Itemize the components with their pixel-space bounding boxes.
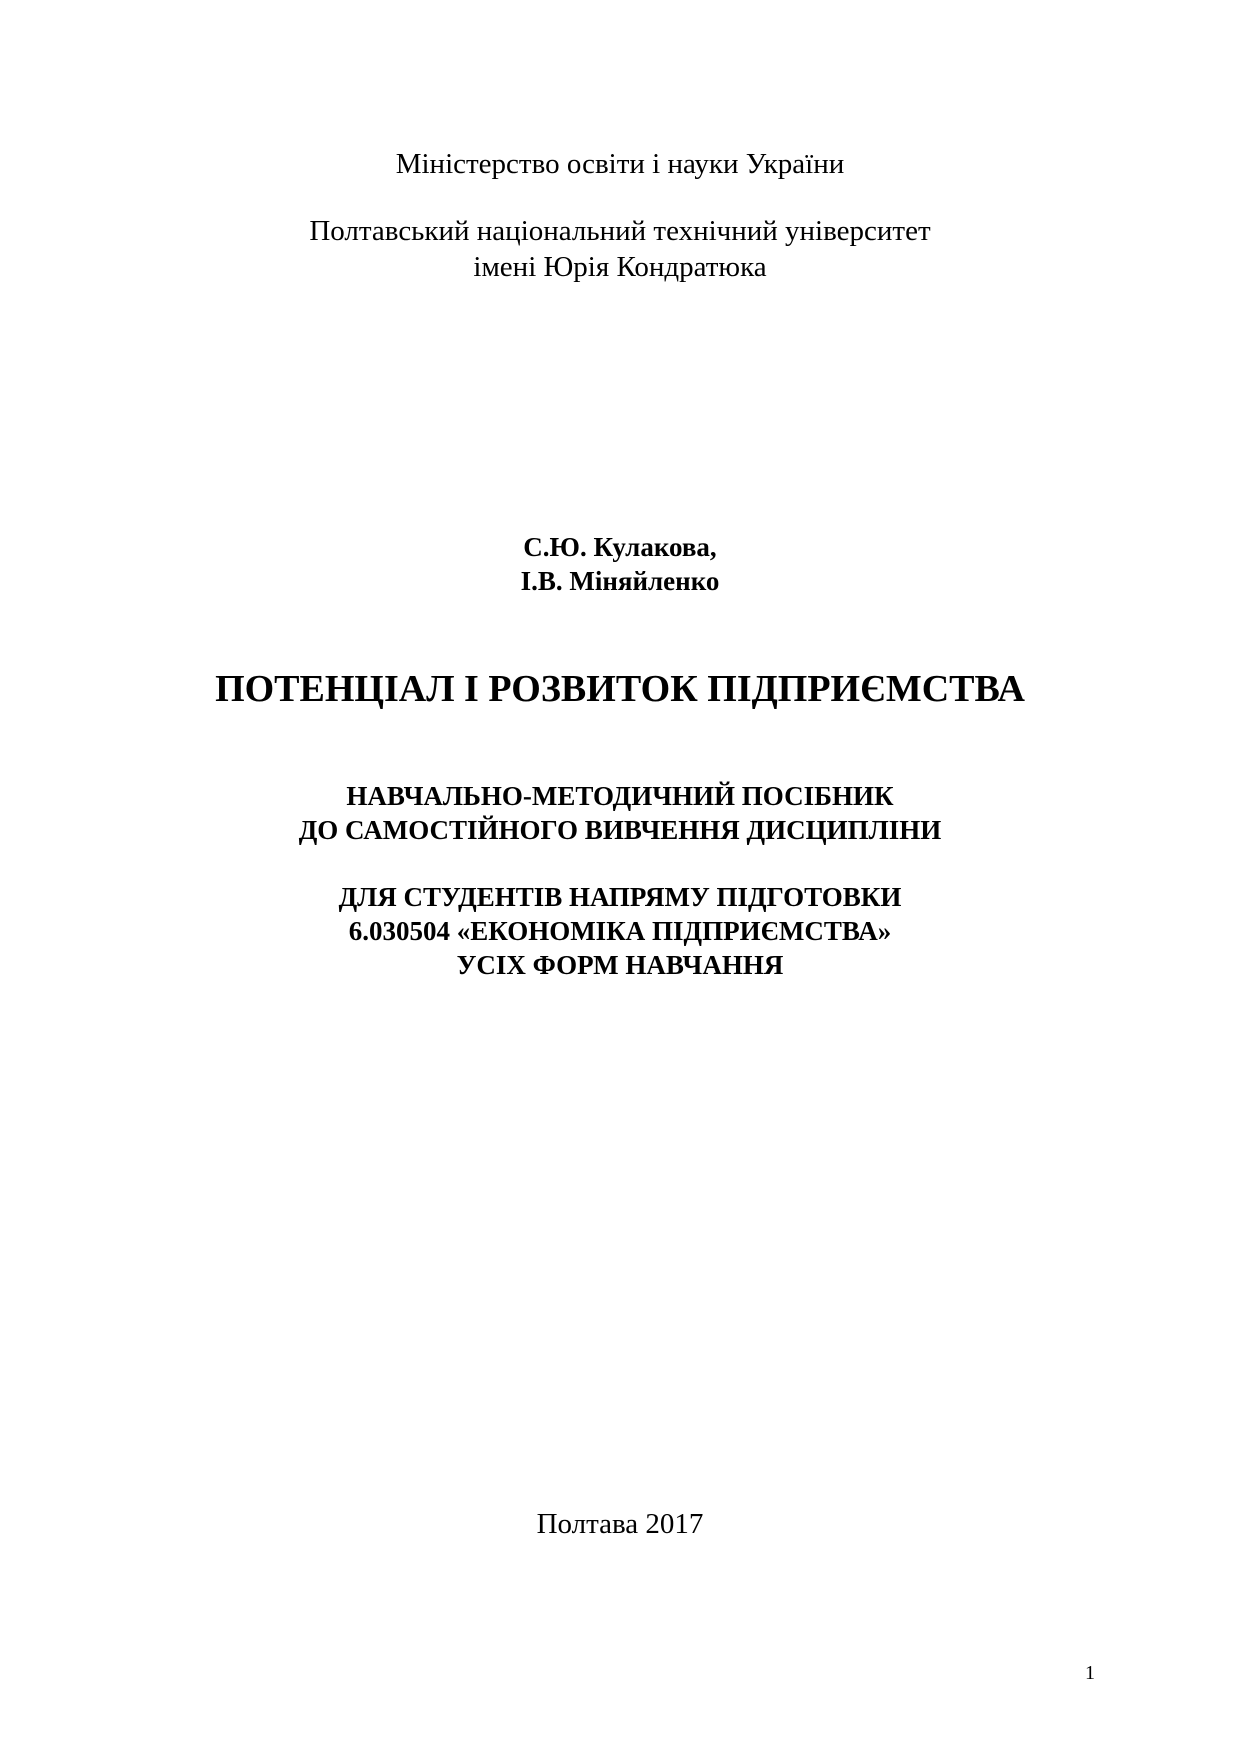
page-number: 1 — [1085, 1662, 1095, 1684]
audience-line-2: 6.030504 «ЕКОНОМІКА ПІДПРИЄМСТВА» — [348, 916, 892, 946]
university-name-line2: імені Юрія Кондратюка — [473, 251, 767, 283]
document-title: ПОТЕНЦІАЛ І РОЗВИТОК ПІДПРИЄМСТВА — [215, 668, 1025, 710]
ministry-name: Міністерство освіти і науки України — [395, 148, 845, 180]
audience-line-1: ДЛЯ СТУДЕНТІВ НАПРЯМУ ПІДГОТОВКИ — [338, 882, 902, 912]
university-name: Полтавський національний технічний університет — [309, 215, 931, 247]
place-year: Полтава 2017 — [536, 1508, 704, 1540]
subtitle-line-2: ДО САМОСТІЙНОГО ВИВЧЕННЯ ДИСЦИПЛІНИ — [298, 815, 942, 845]
author-2: І.В. Міняйленко — [520, 566, 720, 596]
author-1: С.Ю. Кулакова, — [523, 532, 717, 562]
subtitle-line-1: НАВЧАЛЬНО-МЕТОДИЧНИЙ ПОСІБНИК — [346, 781, 894, 811]
audience-line-3: УСІХ ФОРМ НАВЧАННЯ — [456, 950, 784, 980]
